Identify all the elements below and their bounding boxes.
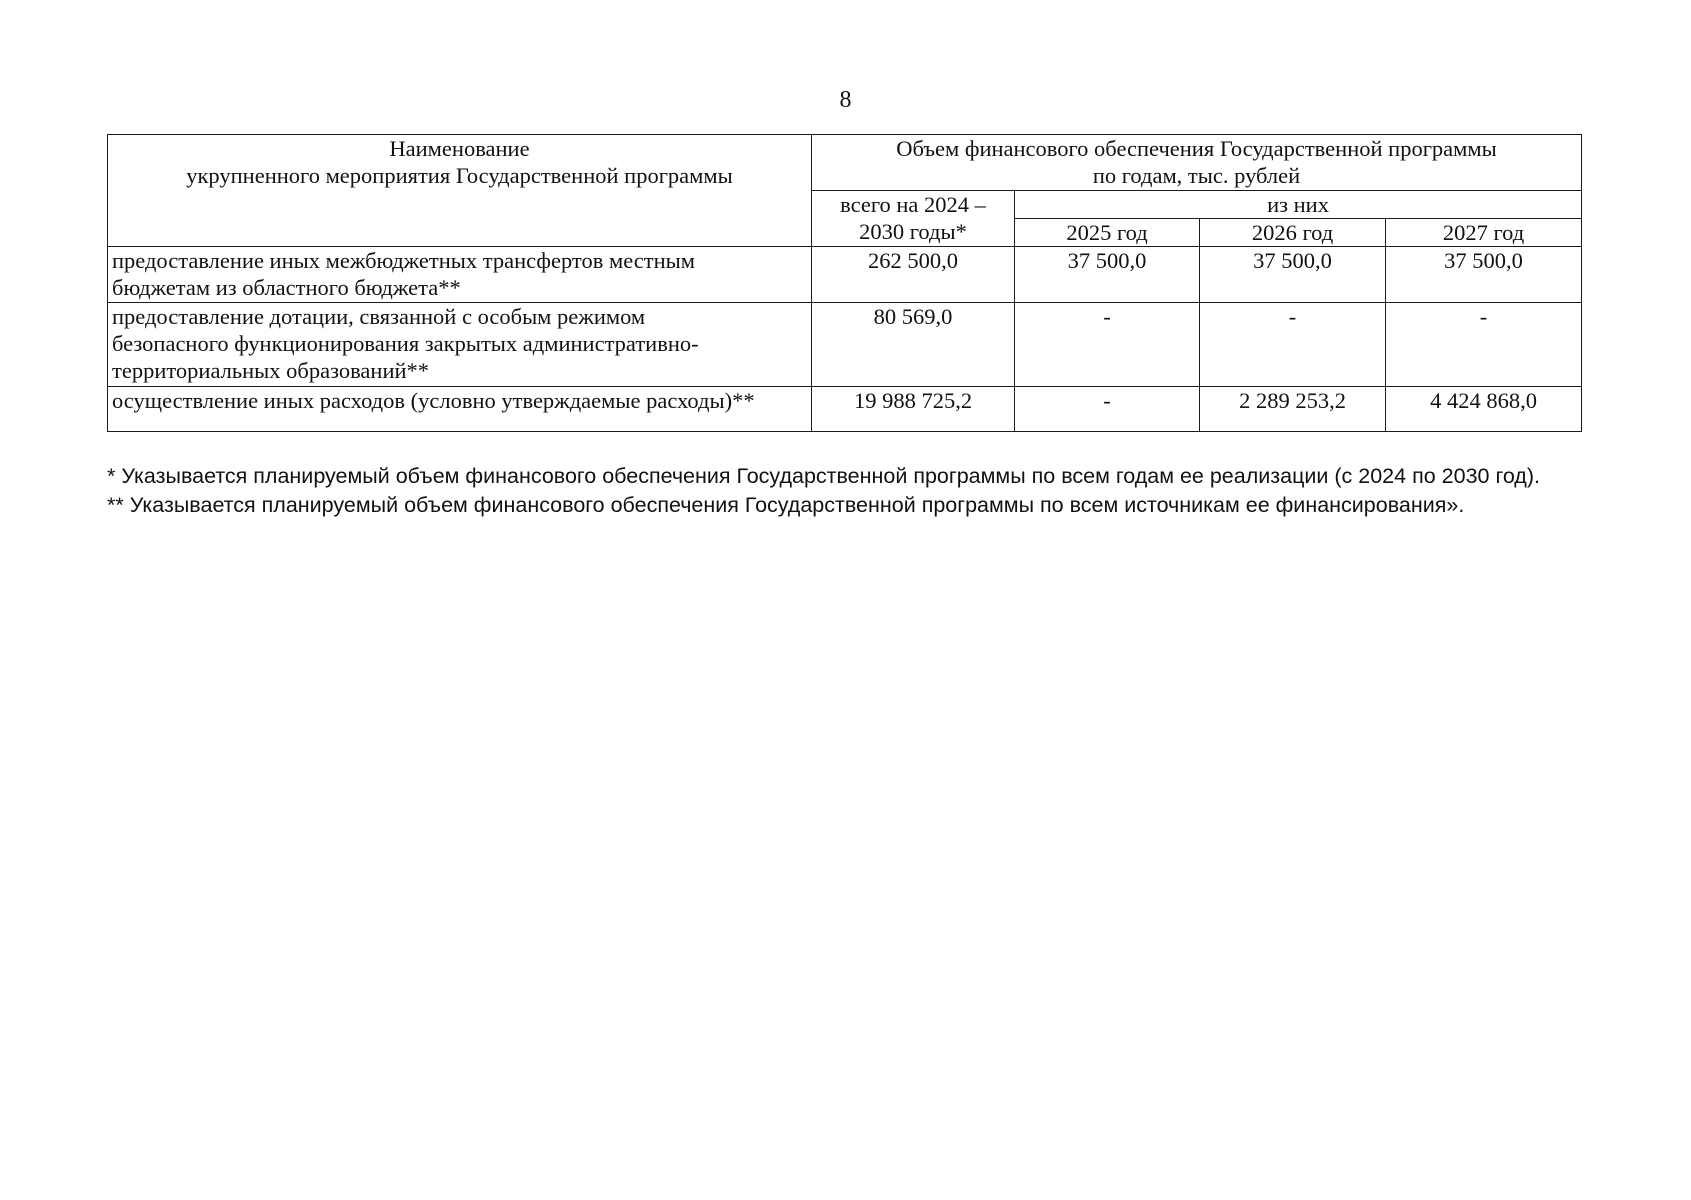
row-value-2025: -: [1015, 387, 1200, 432]
row-value-2026: -: [1200, 303, 1386, 387]
row-total: 19 988 725,2: [812, 387, 1015, 432]
header-financing-volume-line: по годам, тыс. рублей: [1092, 163, 1301, 188]
footnote-years: * Указывается планируемый объем финансового обеспечения Государственной программы по всем годам ее реализации (с 2024 по 2030 год).: [107, 464, 1540, 488]
table-row: [108, 247, 1582, 303]
row-measure-name: [108, 247, 812, 303]
row-value-2027: -: [1386, 303, 1582, 387]
financing-table: [107, 134, 1582, 432]
header-total-line: всего на 2024 –: [840, 192, 986, 217]
row-value-2026: 2 289 253,2: [1200, 387, 1386, 432]
table-row: [108, 303, 1582, 387]
header-of-them: из них: [1015, 191, 1582, 219]
page-number: 8: [839, 87, 852, 113]
row-value-2027: 37 500,0: [1386, 247, 1582, 303]
row-measure-name-line: бюджетам из областного бюджета**: [112, 275, 461, 300]
row-measure-name: [108, 303, 812, 387]
header-total: [812, 191, 1015, 247]
header-year-2026: 2026 год: [1200, 219, 1386, 247]
header-measure-name-line: укрупненного мероприятия Государственной программы: [186, 163, 733, 188]
header-measure-name: [108, 135, 812, 247]
row-measure-name-line: территориальных образований**: [112, 358, 430, 383]
header-measure-name-line: Наименование: [389, 136, 530, 161]
row-value-2027: 4 424 868,0: [1386, 387, 1582, 432]
row-total: 262 500,0: [812, 247, 1015, 303]
header-total-line: 2030 годы*: [859, 219, 967, 244]
header-financing-volume: [812, 135, 1582, 191]
row-measure-name-line: предоставление иных межбюджетных трансфертов местным: [112, 248, 695, 273]
header-year-2027: 2027 год: [1386, 219, 1582, 247]
row-total: 80 569,0: [812, 303, 1015, 387]
footnotes: [107, 462, 1607, 520]
row-value-2025: -: [1015, 303, 1200, 387]
row-value-2025: 37 500,0: [1015, 247, 1200, 303]
row-measure-name-line: безопасного функционирования закрытых административно-: [112, 331, 699, 356]
header-financing-volume-line: Объем финансового обеспечения Государственной программы: [896, 136, 1497, 161]
row-measure-name-line: осуществление иных расходов (условно утверждаемые расходы)**: [112, 388, 755, 413]
header-year-2025: 2025 год: [1015, 219, 1200, 247]
table-header-row: [108, 135, 1582, 191]
row-measure-name: [108, 387, 812, 432]
table-row: [108, 387, 1582, 432]
row-value-2026: 37 500,0: [1200, 247, 1386, 303]
row-measure-name-line: предоставление дотации, связанной с особым режимом: [112, 304, 646, 329]
footnote-sources: ** Указывается планируемый объем финансового обеспечения Государственной программы по всем источникам ее финансирования».: [107, 493, 1465, 517]
